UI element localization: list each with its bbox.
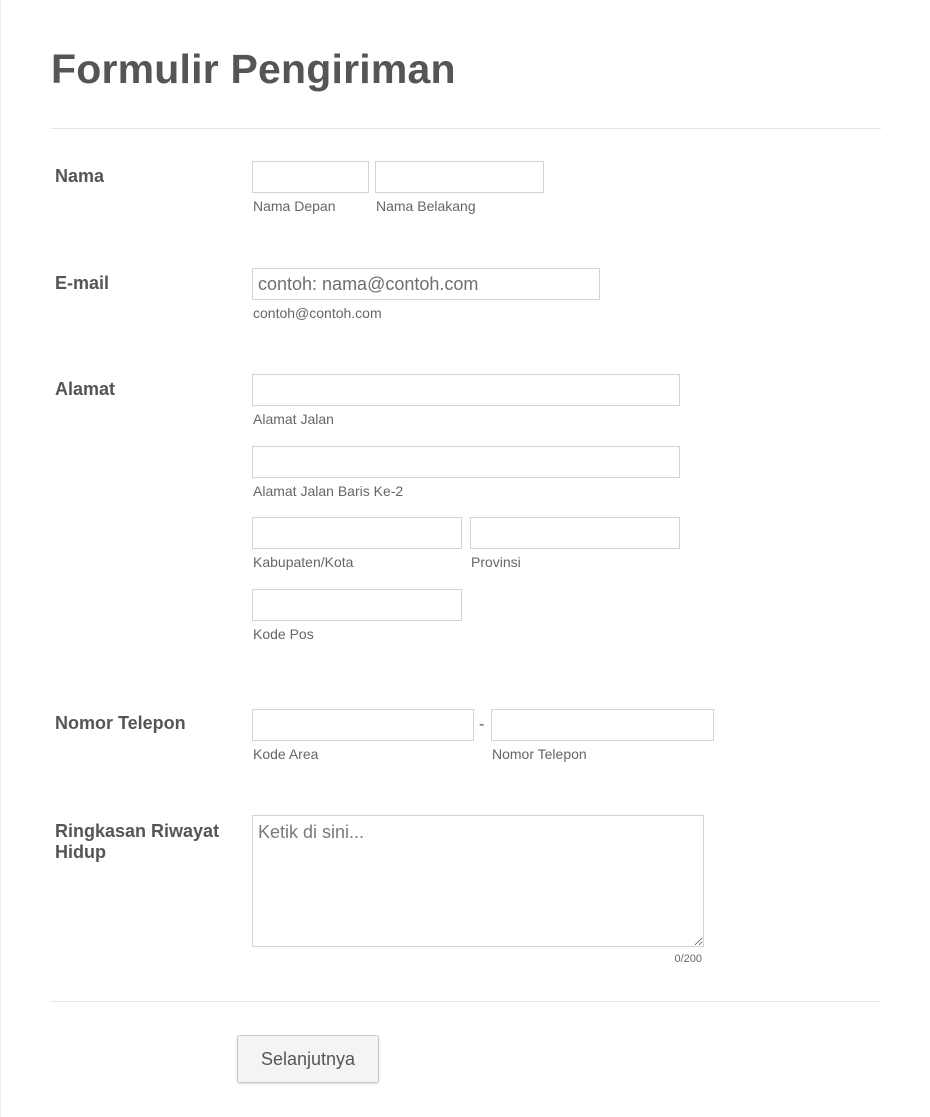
email-sublabel: contoh@contoh.com bbox=[253, 305, 382, 321]
city-input[interactable] bbox=[252, 517, 462, 549]
name-label: Nama bbox=[55, 166, 105, 186]
last-name-sublabel: Nama Belakang bbox=[376, 198, 476, 214]
character-counter: 0/200 bbox=[674, 953, 702, 965]
resume-textarea[interactable] bbox=[252, 815, 704, 947]
province-sublabel: Provinsi bbox=[471, 554, 521, 570]
email-input[interactable] bbox=[252, 268, 600, 300]
postal-code-sublabel: Kode Pos bbox=[253, 626, 314, 642]
province-input[interactable] bbox=[470, 517, 680, 549]
postal-code-input[interactable] bbox=[252, 589, 462, 621]
page-edge bbox=[0, 0, 1, 1117]
phone-separator: - bbox=[479, 716, 485, 733]
phone-label: Nomor Telepon bbox=[55, 713, 186, 733]
footer-divider bbox=[51, 1001, 881, 1002]
last-name-input[interactable] bbox=[375, 161, 544, 193]
area-code-input[interactable] bbox=[252, 709, 474, 741]
first-name-input[interactable] bbox=[252, 161, 369, 193]
email-label: E-mail bbox=[55, 273, 110, 293]
resume-label: Ringkasan Riwayat Hidup bbox=[55, 821, 220, 862]
phone-number-sublabel: Nomor Telepon bbox=[492, 746, 587, 762]
header-divider bbox=[51, 128, 881, 129]
phone-number-input[interactable] bbox=[491, 709, 714, 741]
street-address-line2-input[interactable] bbox=[252, 446, 680, 478]
address-label: Alamat bbox=[55, 379, 116, 399]
area-code-sublabel: Kode Area bbox=[253, 746, 319, 762]
street-address-input[interactable] bbox=[252, 374, 680, 406]
city-sublabel: Kabupaten/Kota bbox=[253, 554, 354, 570]
street-address-line2-sublabel: Alamat Jalan Baris Ke-2 bbox=[253, 483, 404, 499]
street-address-sublabel: Alamat Jalan bbox=[253, 411, 334, 427]
first-name-sublabel: Nama Depan bbox=[253, 198, 336, 214]
form-title: Formulir Pengiriman bbox=[51, 46, 456, 92]
next-button[interactable]: Selanjutnya bbox=[237, 1035, 379, 1083]
